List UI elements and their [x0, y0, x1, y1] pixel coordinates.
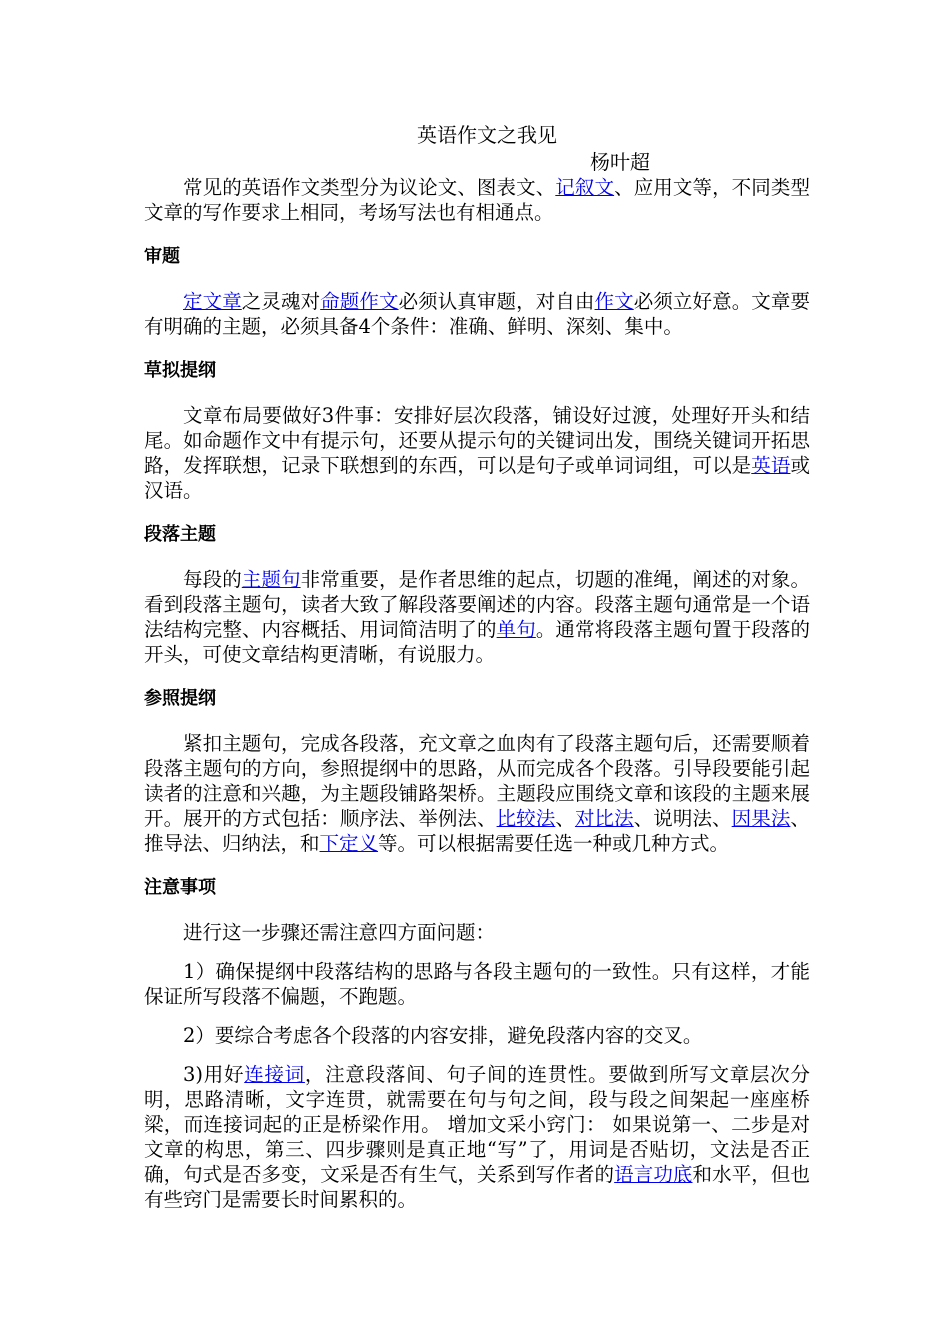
- text-span: 或汉语。: [144, 454, 810, 502]
- link-topic-sentence[interactable]: 主题句: [241, 568, 301, 591]
- link-narrative[interactable]: 记叙文: [555, 176, 615, 199]
- text-span: 必须立好意。文章要有明确的主题，必须具备4个条件：准确、鲜明、深刻、集中。: [144, 290, 810, 338]
- text-span: 必须认真审题，对自由: [398, 290, 595, 313]
- heading-draft-outline: 草拟提纲: [144, 360, 216, 381]
- paragraph-notes-3: [144, 1062, 810, 1212]
- link-essay[interactable]: 作文: [594, 290, 634, 313]
- link-contrast[interactable]: 对比法: [574, 807, 634, 830]
- link-proposition-essay[interactable]: 命题作文: [320, 290, 399, 313]
- text-span: 等。可以根据需要任选一种或几种方式。: [378, 832, 730, 855]
- text-span: 常见的英语作文类型分为议论文、图表文、: [183, 176, 556, 199]
- paragraph-review-topic: [144, 289, 810, 339]
- paragraph-notes-1: 1）确保提纲中段落结构的思路与各段主题句的一致性。只有这样，才能保证所写段落不偏题，不跑题。: [144, 960, 810, 1008]
- text-span: 。通常将段落主题句置于段落的开头，可使文章结构更清晰，有说服力。: [144, 618, 810, 666]
- document-title: 英语作文之我见: [417, 123, 557, 147]
- text-span: 紧扣主题句，完成各段落，充文章之血肉有了段落主题句后，还需要顺着段落主题句的方向，参照提纲中的思路，从而完成各个段落。引导段要能引起读者的注意和兴趣，为主题段铺路架桥。主题段应围绕文章和该段的主题来展开。展开的方式包括：顺序法、举例法、: [144, 732, 810, 830]
- text-span: 和水平，但也有些窍门是需要长时间累积的。: [144, 1163, 810, 1211]
- link-english[interactable]: 英语: [751, 454, 791, 477]
- link-definition[interactable]: 下定义: [319, 832, 379, 855]
- paragraph-follow-outline: [144, 731, 810, 856]
- text-span: 文章布局要做好3件事：安排好层次段落，铺设好过渡，处理好开头和结尾。如命题作文中有提示句，还要从提示句的关键词出发，围绕关键词开拓思路，发挥联想，记录下联想到的东西，可以是句子或单词词组，可以是: [144, 404, 810, 477]
- author-name: 杨叶超: [590, 150, 650, 174]
- heading-follow-outline: 参照提纲: [144, 688, 216, 709]
- text-span: 3)用好: [183, 1063, 245, 1086]
- text-span: 非常重要，是作者思维的起点，切题的准绳，阐述的对象。看到段落主题句，读者大致了解段落要阐述的内容。段落主题句通常是一个语法结构完整、内容概括、用词简洁明了的: [144, 568, 810, 641]
- paragraph-draft-outline: [144, 403, 810, 503]
- text-span: ，注意段落间、句子间的连贯性。要做到所写文章层次分明，思路清晰，文字连贯，就需要在句与句之间，段与段之间架起一座座桥梁，而连接词起的正是桥梁作用。 增加文采小窍门： 如果说第一、二步是对文章的构思，第三、四步骤则是真正地“写”了，用词是否贴切，文法是否正确，句式是否多变，文采是否有生气，关系到写作者的: [144, 1063, 810, 1186]
- paragraph-notes-intro: 进行这一步骤还需注意四方面问题：: [183, 921, 496, 944]
- intro-paragraph: [144, 175, 810, 225]
- heading-review-topic: 审题: [144, 246, 180, 267]
- link-cause-effect[interactable]: 因果法: [731, 807, 791, 830]
- text-span: 、推导法、归纳法，和: [144, 807, 810, 855]
- link-comparison[interactable]: 比较法: [496, 807, 556, 830]
- text-span: 、说明法、: [633, 807, 732, 830]
- text-span: 每段的: [183, 568, 242, 591]
- paragraph-notes-2: 2）要综合考虑各个段落的内容安排，避免段落内容的交叉。: [183, 1024, 703, 1047]
- heading-notes: 注意事项: [144, 877, 216, 898]
- document-body: [144, 122, 810, 1212]
- text-span: 、应用文等，不同类型文章的写作要求上相同，考场写法也有相通点。: [144, 176, 810, 224]
- link-connectives[interactable]: 连接词: [244, 1063, 305, 1086]
- heading-paragraph-topic: 段落主题: [144, 524, 216, 545]
- link-simple-sentence[interactable]: 单句: [496, 618, 536, 641]
- link-define-article[interactable]: 定文章: [183, 290, 242, 313]
- text-span: 之灵魂对: [241, 290, 321, 313]
- text-span: 、: [555, 807, 575, 830]
- paragraph-paragraph-topic: [144, 567, 810, 667]
- link-language-foundation[interactable]: 语言功底: [614, 1163, 693, 1186]
